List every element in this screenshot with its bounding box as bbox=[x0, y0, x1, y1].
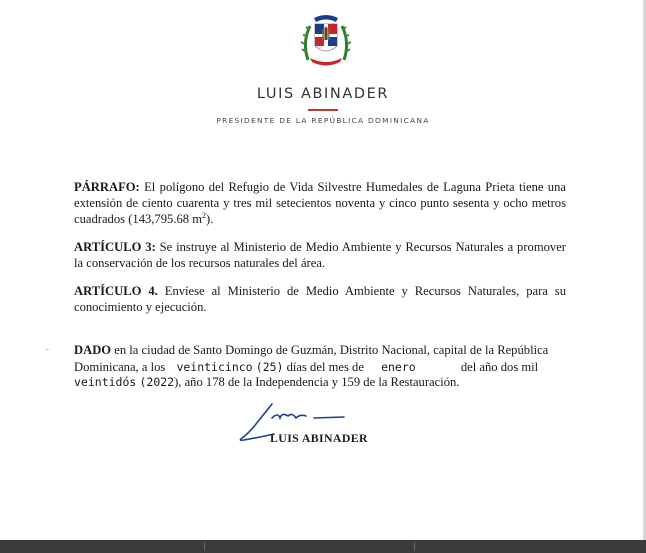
signature-name: LUIS ABINADER bbox=[270, 431, 368, 445]
articulo4-text: Envíese al Ministerio de Medio Ambiente y Recursos Naturales, para su conocimiento y ejecución. bbox=[74, 284, 567, 314]
paragraph-dado-line1 bbox=[74, 342, 566, 358]
coat-of-arms-icon bbox=[300, 12, 352, 68]
scan-artifact bbox=[46, 349, 50, 351]
toolbar-separator bbox=[204, 542, 205, 551]
dado-line3-rest: ), año 178 de la Independencia y 159 de la Restauración. bbox=[174, 375, 460, 389]
header-subtitle: PRESIDENTE DE LA REPÚBLICA DOMINICANA bbox=[216, 116, 430, 125]
parrafo-text: El polígono del Refugio de Vida Silvestre Humedales de Laguna Prieta tiene una extensión de ciento cuarenta y tres mil setecientos noventa y cinco punto sesenta y ocho metros cuadrados (143,795.68 m bbox=[74, 180, 566, 226]
dado-line2-b: días del mes de bbox=[286, 360, 364, 374]
paragraph-dado-line2 bbox=[74, 360, 538, 375]
dado-day-number: (25) bbox=[255, 360, 284, 374]
dado-day-words: veinticinco bbox=[176, 360, 253, 374]
bottom-toolbar bbox=[0, 540, 646, 553]
dado-year-words: veintidós bbox=[74, 375, 137, 389]
articulo3-text: Se instruye al Ministerio de Medio Ambiente y Recursos Naturales a promover la conservación de los recursos naturales del área. bbox=[74, 240, 566, 270]
parrafo-label: PÁRRAFO: bbox=[74, 180, 140, 194]
articulo3-label: ARTÍCULO 3: bbox=[74, 240, 156, 254]
dado-line2-c: del año dos mil bbox=[460, 360, 539, 374]
parrafo-superscript: 2 bbox=[202, 210, 207, 220]
dado-month: enero bbox=[381, 360, 416, 374]
toolbar-separator bbox=[414, 542, 415, 551]
header-divider bbox=[308, 109, 338, 111]
articulo4-label: ARTÍCULO 4. bbox=[74, 284, 158, 298]
paragraph-dado-line3 bbox=[74, 375, 459, 390]
header-name: LUIS ABINADER bbox=[256, 86, 390, 102]
dado-line1-text: en la ciudad de Santo Domingo de Guzmán, Distrito Nacional, capital de la República bbox=[111, 343, 549, 357]
dado-year-number: (2022 bbox=[139, 375, 175, 389]
paragraph-parrafo bbox=[74, 179, 566, 227]
dado-label: DADO bbox=[74, 343, 112, 357]
parrafo-tail: ). bbox=[206, 212, 214, 226]
paragraph-articulo-3 bbox=[74, 239, 566, 271]
dado-line2-a: Dominicana, a los bbox=[74, 360, 166, 374]
paragraph-articulo-4 bbox=[74, 283, 566, 315]
